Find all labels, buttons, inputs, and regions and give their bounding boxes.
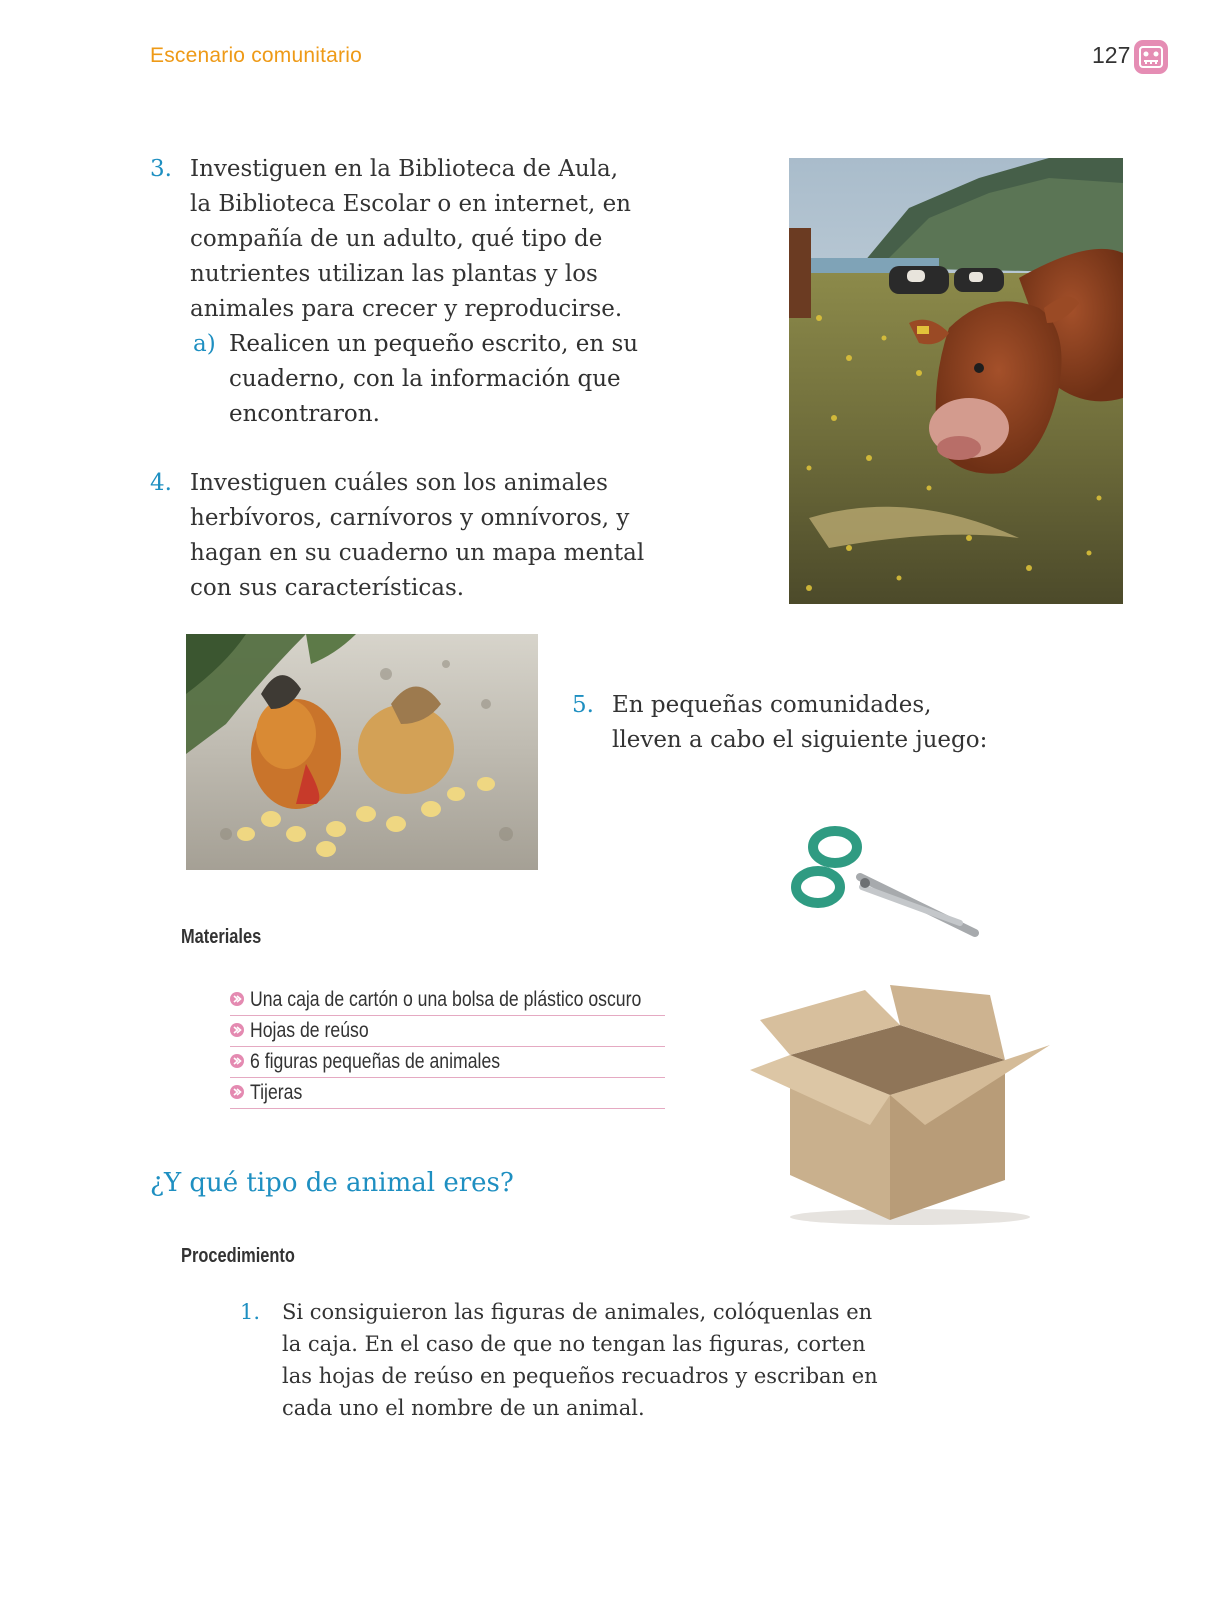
scissors-image xyxy=(790,825,990,945)
exercise-4 xyxy=(150,466,710,606)
section-header: Escenario comunitario xyxy=(150,44,362,67)
text-line: cuaderno, con la información que xyxy=(229,366,621,392)
text-line: Investiguen cuáles son los animales xyxy=(190,470,608,496)
cow-photo xyxy=(789,158,1123,604)
text-line: las hojas de reúso en pequeños recuadros y escriban en xyxy=(282,1364,878,1388)
text-line: nutrientes utilizan las plantas y los xyxy=(190,261,598,287)
material-text: Tijeras xyxy=(250,1081,303,1104)
section-title: ¿Y qué tipo de animal eres? xyxy=(150,1168,514,1198)
materials-label: Materiales xyxy=(181,926,262,948)
chevron-right-icon xyxy=(230,1023,244,1037)
text-line: lleven a cabo el siguiente juego: xyxy=(612,727,988,753)
text-line: Investiguen en la Biblioteca de Aula, xyxy=(190,156,619,182)
procedure-label: Procedimiento xyxy=(181,1245,295,1267)
list-item xyxy=(230,1047,665,1078)
exercise-5 xyxy=(572,688,1042,758)
text-line: con sus características. xyxy=(190,575,465,601)
text-line: encontraron. xyxy=(229,401,380,427)
exercise-number: 4. xyxy=(150,470,172,496)
material-text: Una caja de cartón o una bolsa de plástico oscuro xyxy=(250,988,642,1011)
exercise-3 xyxy=(150,152,710,327)
chevron-right-icon xyxy=(230,1054,244,1068)
text-line: hagan en su cuaderno un mapa mental xyxy=(190,540,645,566)
procedure-step-1 xyxy=(240,1296,920,1424)
text-line: compañía de un adulto, qué tipo de xyxy=(190,226,603,252)
text-line: cada uno el nombre de un animal. xyxy=(282,1396,645,1420)
page-number: 127 xyxy=(1092,42,1131,68)
glyph-icon xyxy=(1134,40,1168,74)
text-line: animales para crecer y reproducirse. xyxy=(190,296,623,322)
text-line: herbívoros, carnívoros y omnívoros, y xyxy=(190,505,630,531)
exercise-number: 3. xyxy=(150,156,172,182)
exercise-number: 5. xyxy=(572,692,594,718)
exercise-3a xyxy=(193,327,713,432)
text-line: En pequeñas comunidades, xyxy=(612,692,932,718)
text-line: la Biblioteca Escolar o en internet, en xyxy=(190,191,631,217)
text-line: Realicen un pequeño escrito, en su xyxy=(229,331,639,357)
subitem-letter: a) xyxy=(193,331,216,357)
step-number: 1. xyxy=(240,1300,261,1324)
materials-list xyxy=(230,985,665,1109)
list-item xyxy=(230,1078,665,1109)
cardboard-box-image xyxy=(750,985,1060,1230)
material-text: 6 figuras pequeñas de animales xyxy=(250,1050,501,1073)
material-text: Hojas de reúso xyxy=(250,1019,369,1042)
text-line: Si consiguieron las figuras de animales, colóquenlas en xyxy=(282,1300,873,1324)
chevron-right-icon xyxy=(230,1085,244,1099)
text-line: la caja. En el caso de que no tengan las figuras, corten xyxy=(282,1332,866,1356)
list-item xyxy=(230,1016,665,1047)
hens-photo xyxy=(186,634,538,870)
list-item xyxy=(230,985,665,1016)
chevron-right-icon xyxy=(230,992,244,1006)
